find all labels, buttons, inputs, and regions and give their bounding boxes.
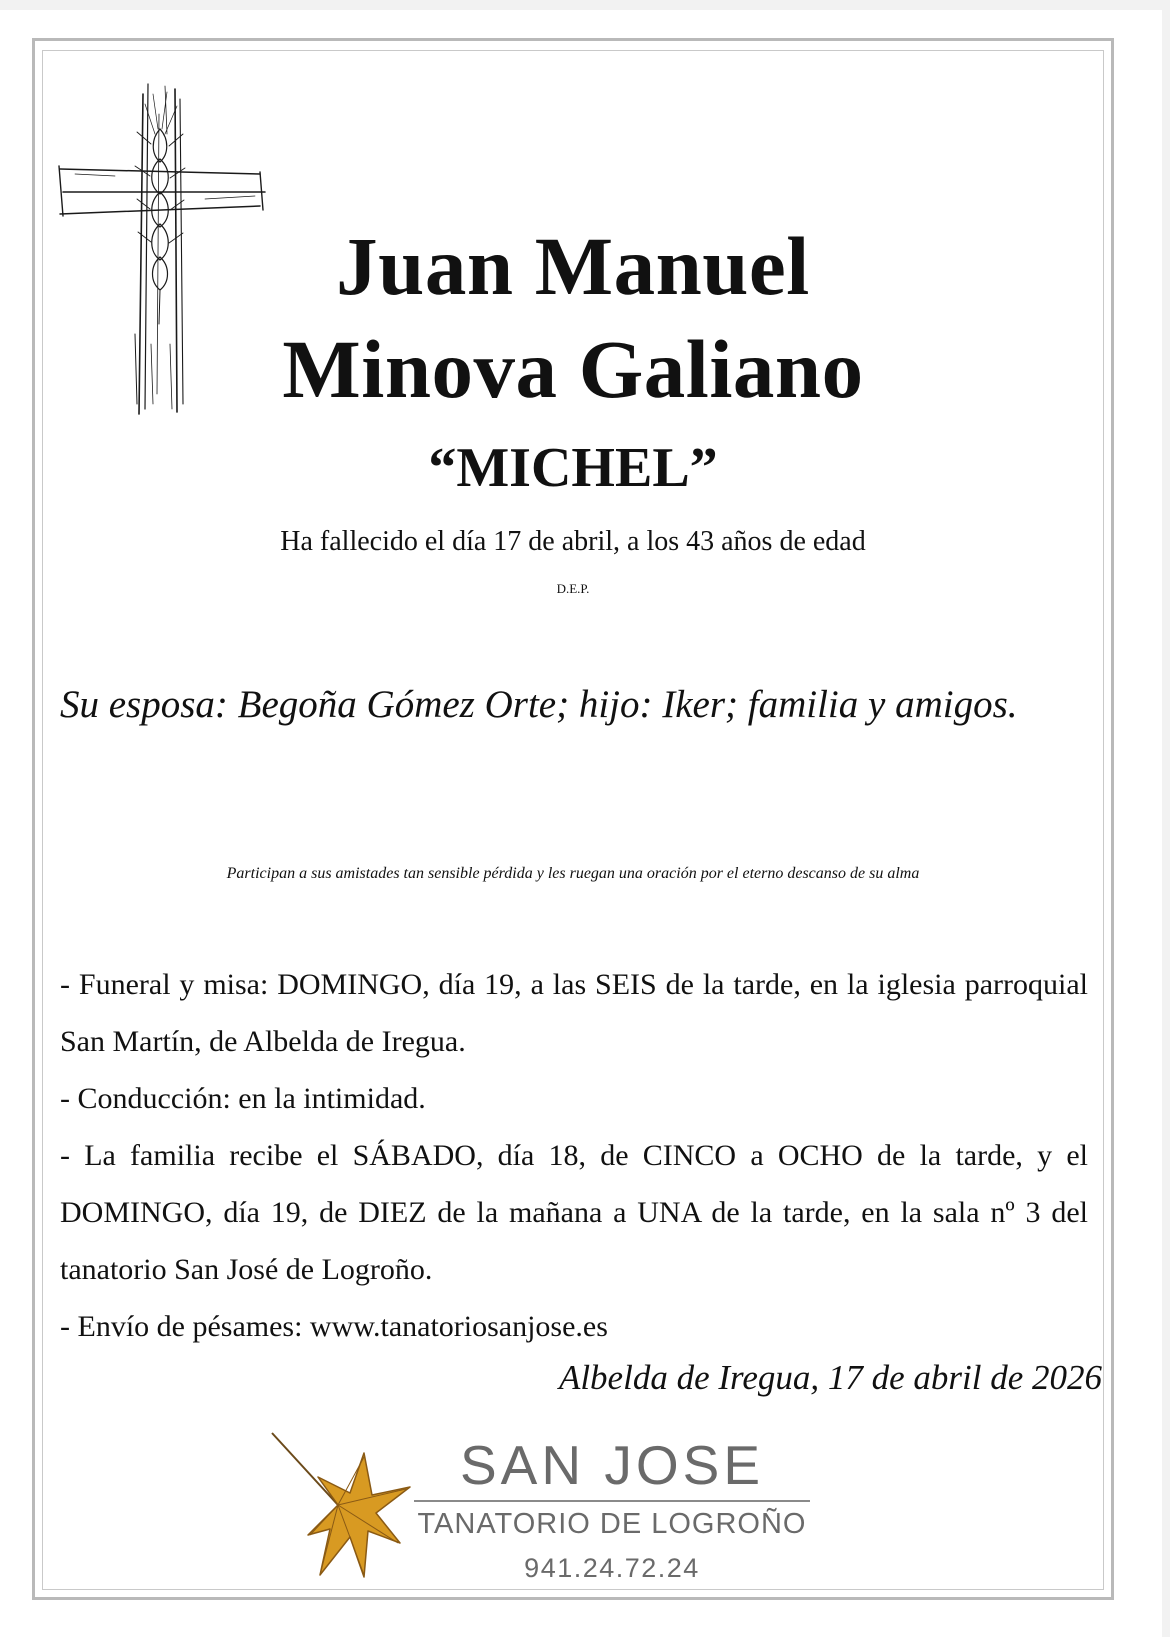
deceased-surnames: Minova Galiano [282, 323, 864, 415]
procession-detail: - Conducción: en la intimidad. [60, 1082, 426, 1115]
participation-text: Participan a sus amistades tan sensible pérdida y les ruegan una oración por el eterno descanso de su alma [226, 865, 920, 882]
brand-divider [414, 1500, 810, 1502]
visitation-detail: - La familia recibe el SÁBADO, día 18, de CINCO a OCHO de la tarde, y el DOMINGO, día 19, de DIEZ de la mañana a UNA de la tarde, en la sala nº 3 del tanatorio San José de Logroño. [60, 1139, 1088, 1286]
funeral-detail: - Funeral y misa: DOMINGO, día 19, a las SEIS de la tarde, en la iglesia parroquial San Martín, de Albelda de Iregua. [60, 968, 1088, 1058]
passed-away-text: Ha fallecido el día 17 de abril, a los 43 años de edad [280, 526, 866, 557]
brand-subtitle: TANATORIO DE LOGROÑO [417, 1508, 807, 1540]
brand-phone: 941.24.72.24 [524, 1553, 700, 1583]
deceased-nickname: “MICHEL” [428, 437, 718, 499]
family-text: Su esposa: Begoña Gómez Orte; hijo: Iker; familia y amigos. [60, 683, 1018, 726]
place-and-date: Albelda de Iregua, 17 de abril de 2026 [558, 1358, 1102, 1397]
leaf-icon [268, 1425, 418, 1590]
deceased-first-names: Juan Manuel [336, 220, 810, 312]
brand-name: SAN JOSE [459, 1434, 765, 1496]
service-details [60, 956, 1088, 1355]
rip-text: D.E.P. [556, 581, 590, 596]
condolences-detail: - Envío de pésames: www.tanatoriosanjose.es [60, 1310, 608, 1343]
obituary-sheet [0, 10, 1162, 1637]
